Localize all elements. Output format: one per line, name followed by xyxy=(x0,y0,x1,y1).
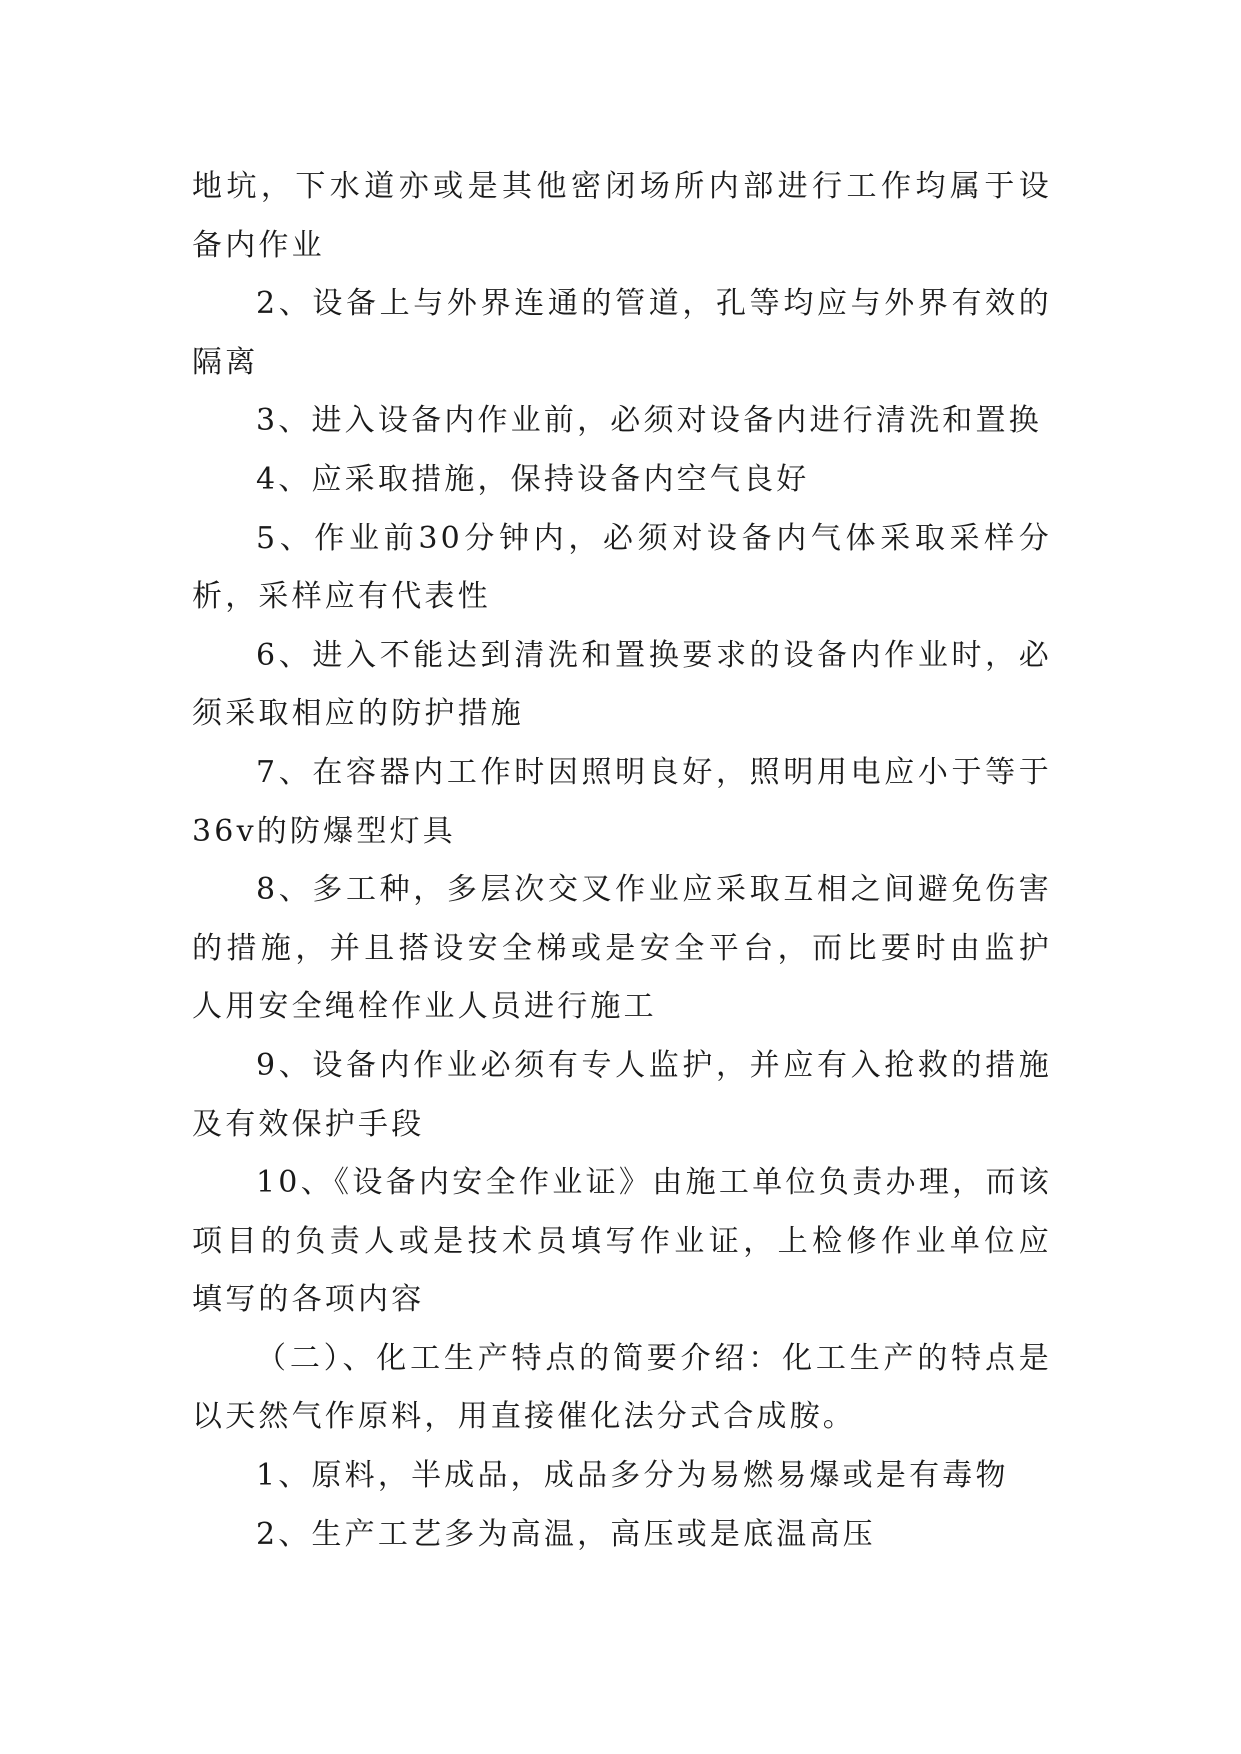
paragraph: 2、设备上与外界连通的管道，孔等均应与外界有效的隔离 xyxy=(192,286,1052,380)
paragraph: 1、原料，半成品，成品多分为易燃易爆或是有毒物 xyxy=(256,1458,1009,1494)
document-page xyxy=(192,158,1052,1564)
paragraph: 6、进入不能达到清洗和置换要求的设备内作业时，必须采取相应的防护措施 xyxy=(192,637,1052,732)
paragraph: 7、在容器内工作时因照明良好，照明用电应小于等于36v的防爆型灯具 xyxy=(192,754,1052,849)
paragraph: （二）、化工生产特点的简要介绍：化工生产的特点是以天然气作原料，用直接催化法分式合成胺。 xyxy=(192,1340,1052,1435)
paragraph: 3、进入设备内作业前，必须对设备内进行清洗和置换 xyxy=(256,403,1042,439)
paragraph: 4、应采取措施，保持设备内空气良好 xyxy=(256,461,810,497)
paragraph: 9、设备内作业必须有专人监护，并应有入抢救的措施及有效保护手段 xyxy=(192,1047,1052,1142)
paragraph: 2、生产工艺多为高温，高压或是底温高压 xyxy=(256,1516,876,1552)
paragraph: 地坑，下水道亦或是其他密闭场所内部进行工作均属于设备内作业 xyxy=(192,169,1052,263)
paragraph: 5、作业前30分钟内，必须对设备内气体采取采样分析，采样应有代表性 xyxy=(192,520,1052,615)
paragraph: 10、《设备内安全作业证》由施工单位负责办理，而该项目的负责人或是技术员填写作业证，上检修作业单位应填写的各项内容 xyxy=(192,1165,1052,1318)
paragraph: 8、多工种，多层次交叉作业应采取互相之间避免伤害的措施，并且搭设安全梯或是安全平台，而比要时由监护人用安全绳栓作业人员进行施工 xyxy=(192,872,1052,1025)
